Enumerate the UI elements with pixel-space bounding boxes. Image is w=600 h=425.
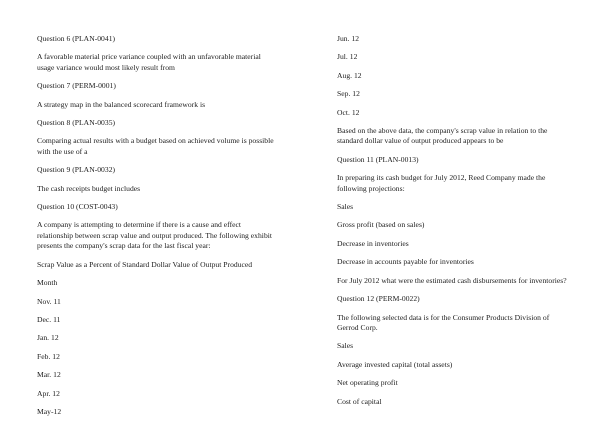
month-row: Jul. 12 — [337, 52, 358, 62]
month-row: Feb. 12 — [37, 351, 60, 361]
projection-item: Sales — [337, 202, 354, 212]
projection-item: Decrease in inventories — [337, 238, 409, 248]
question-12-heading: Question 12 (PERM-0022) — [337, 294, 420, 304]
question-8-text: Comparing actual results with a budget based on achieved volume is possible with the use of a — [37, 136, 274, 156]
question-7-heading: Question 7 (PERM-0001) — [37, 81, 116, 91]
month-row: Oct. 12 — [337, 107, 360, 117]
question-8-heading: Question 8 (PLAN-0035) — [37, 118, 116, 128]
division-data-item: Average invested capital (total assets) — [337, 359, 453, 369]
left-column — [37, 34, 277, 425]
month-row: Aug. 12 — [337, 70, 362, 80]
division-data-item: Sales — [337, 341, 354, 351]
question-11-prompt: For July 2012 what were the estimated cash disbursements for inventories? — [337, 275, 567, 285]
month-row: Sep. 12 — [337, 89, 360, 99]
month-row: Dec. 11 — [37, 314, 61, 324]
question-11-heading: Question 11 (PLAN-0013) — [337, 154, 419, 164]
right-column — [337, 34, 567, 415]
question-6-heading: Question 6 (PLAN-0041) — [37, 34, 116, 43]
month-row: Apr. 12 — [37, 388, 60, 398]
month-row: Mar. 12 — [37, 370, 61, 380]
question-9-text: The cash receipts budget includes — [37, 183, 141, 193]
scrap-table-title: Scrap Value as a Percent of Standard Dollar Value of Output Produced — [37, 259, 253, 269]
month-row: May-12 — [37, 406, 62, 416]
question-11-text: In preparing its cash budget for July 2012, Reed Company made the following projections: — [337, 173, 546, 193]
question-10-heading: Question 10 (COST-0043) — [37, 202, 118, 212]
question-12-text: The following selected data is for the Consumer Products Division of Gerrod Corp. — [337, 312, 550, 332]
month-row: Jun. 12 — [337, 34, 360, 43]
question-7-text: A strategy map in the balanced scorecard framework is — [37, 99, 206, 109]
division-data-item: Cost of capital — [337, 396, 382, 406]
projection-item: Gross profit (based on sales) — [337, 220, 425, 230]
division-data-item: Net operating profit — [337, 378, 398, 388]
scrap-table-month-header: Month — [37, 278, 58, 288]
question-6-text: A favorable material price variance coupled with an unfavorable material usage variance would most likely result from — [37, 52, 261, 72]
projection-item: Decrease in accounts payable for inventories — [337, 257, 474, 267]
question-10-text: A company is attempting to determine if there is a cause and effect relationship between scrap value and output produced. The following exhibit presents the company's scrap data for the last fiscal year: — [37, 220, 273, 251]
question-9-heading: Question 9 (PLAN-0032) — [37, 165, 116, 175]
month-row: Nov. 11 — [37, 296, 61, 306]
month-row: Jan. 12 — [37, 333, 59, 343]
question-10-prompt: Based on the above data, the company's scrap value in relation to the standard dollar value of output produced appears to be — [337, 126, 548, 146]
